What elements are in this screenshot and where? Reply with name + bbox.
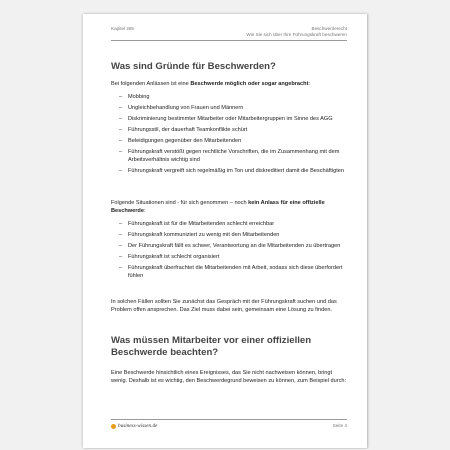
footer-divider	[111, 419, 347, 420]
document-page	[83, 14, 367, 448]
non-reasons-intro: Folgende Situationen sind - für sich genommen – noch kein Anlass für eine offizielle Beschwerde:	[111, 200, 325, 215]
list-item: – Führungskraft überfrachtet die Mitarbeitenden mit Arbeit, sodass sich diese überfordert fühlen	[119, 265, 343, 280]
section-heading-preparation: Was müssen Mitarbeiter vor einer offiziellen Beschwerde beachten?	[111, 335, 312, 358]
list-item: – Beleidigungen gegenüber den Mitarbeitenden	[119, 138, 242, 144]
list-item: – Führungskraft vergreift sich regelmäßig im Ton und diskreditiert damit die Beschäftigten	[119, 168, 344, 175]
non-reasons-list	[119, 220, 347, 283]
list-item: – Führungskraft ist schlecht organisiert	[119, 254, 220, 260]
list-item: – Ungleichbehandlung von Frauen und Männern	[119, 105, 244, 111]
list-item: – Führungskraft ist für die Mitarbeitenden schlecht erreichbar	[119, 221, 275, 227]
list-item: – Diskriminierung bestimmter Mitarbeiter oder Mitarbeitergruppen im Sinne des AGG	[119, 116, 333, 122]
reasons-intro: Bei folgenden Anlässen ist eine Beschwerde möglich oder sogar angebracht:	[111, 81, 310, 87]
header-title-block	[246, 26, 347, 38]
reasons-list	[119, 93, 347, 178]
logo-text: business-wissen.de	[118, 423, 158, 429]
preparation-paragraph: Eine Beschwerde hinsichtlich eines Ereignisses, das Sie nicht nachweisen können, bringt wenig. Deshalb ist es wichtig, den Beschwerdegrund beweisen zu können, zum Beispiel durch:	[111, 370, 347, 385]
header-divider	[111, 40, 347, 41]
header-subtitle: Wie Sie sich über Ihre Führungskraft beschweren	[246, 32, 347, 37]
list-item: – Mobbing	[119, 94, 150, 100]
closing-paragraph: In solchen Fällen sollten Sie zunächst das Gespräch mit der Führungskraft suchen und das Problem offen ansprechen. Das Ziel muss dabei sein, gemeinsam eine Lösung zu finden.	[111, 299, 337, 314]
list-item: – Der Führungskraft fällt es schwer, Verantwortung an die Mitarbeitenden zu übertragen	[119, 243, 341, 249]
logo-dot-icon	[111, 424, 116, 429]
header-title: Beschwerderecht	[311, 26, 347, 31]
section-heading-reasons: Was sind Gründe für Beschwerden?	[111, 61, 276, 72]
list-item: – Führungskraft kommuniziert zu wenig mit den Mitarbeitenden	[119, 232, 280, 238]
page-number: Seite 4	[332, 423, 347, 428]
chapter-label: Kapitel 265	[111, 26, 134, 31]
list-item: – Führungsstil, der dauerhaft Teamkonflikte schürt	[119, 127, 248, 133]
list-item: – Führungskraft verstößt gegen rechtliche Vorschriften, die im Zusammenhang mit dem Arbeitsverhältnis wichtig sind	[119, 149, 340, 164]
brand-logo	[111, 423, 157, 429]
